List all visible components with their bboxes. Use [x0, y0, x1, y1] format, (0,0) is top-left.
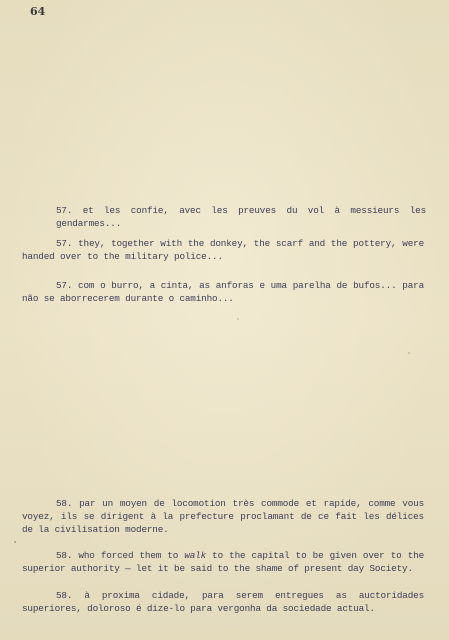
paper-speck	[408, 352, 410, 354]
caption-58-english-end: to the capital to be given over to the superior authority — let it be said to the shame of present day Society.	[22, 550, 424, 574]
caption-58-english	[22, 549, 424, 575]
caption-57-french: 57. et les confie, avec les preuves du vol à messieurs les gendarmes...	[56, 205, 426, 229]
paper-speck	[237, 318, 239, 320]
caption-58-english-emphasis: walk	[184, 550, 207, 561]
caption-57-english: 57. they, together with the donkey, the scarf and the pottery, were handed over to the military police...	[22, 238, 424, 262]
caption-57-portuguese: 57. com o burro, a cinta, as anforas e uma parelha de bufos... para não se aborrecerem durante o caminho...	[22, 280, 424, 304]
page-number: 64	[30, 5, 46, 18]
caption-58-english-start: 58. who forced them to	[56, 550, 185, 561]
paper-speck	[14, 541, 16, 543]
caption-58-portuguese: 58. à proxima cidade, para serem entregues as auctoridades superiores, doloroso é dize-lo para vergonha da sociedade actual.	[22, 590, 424, 614]
caption-58-french: 58. par un moyen de locomotion très commode et rapide, comme vous voyez, ils se dirigent à la prefecture proclamant de ce fait les délices de la civilisation moderne.	[22, 498, 424, 535]
